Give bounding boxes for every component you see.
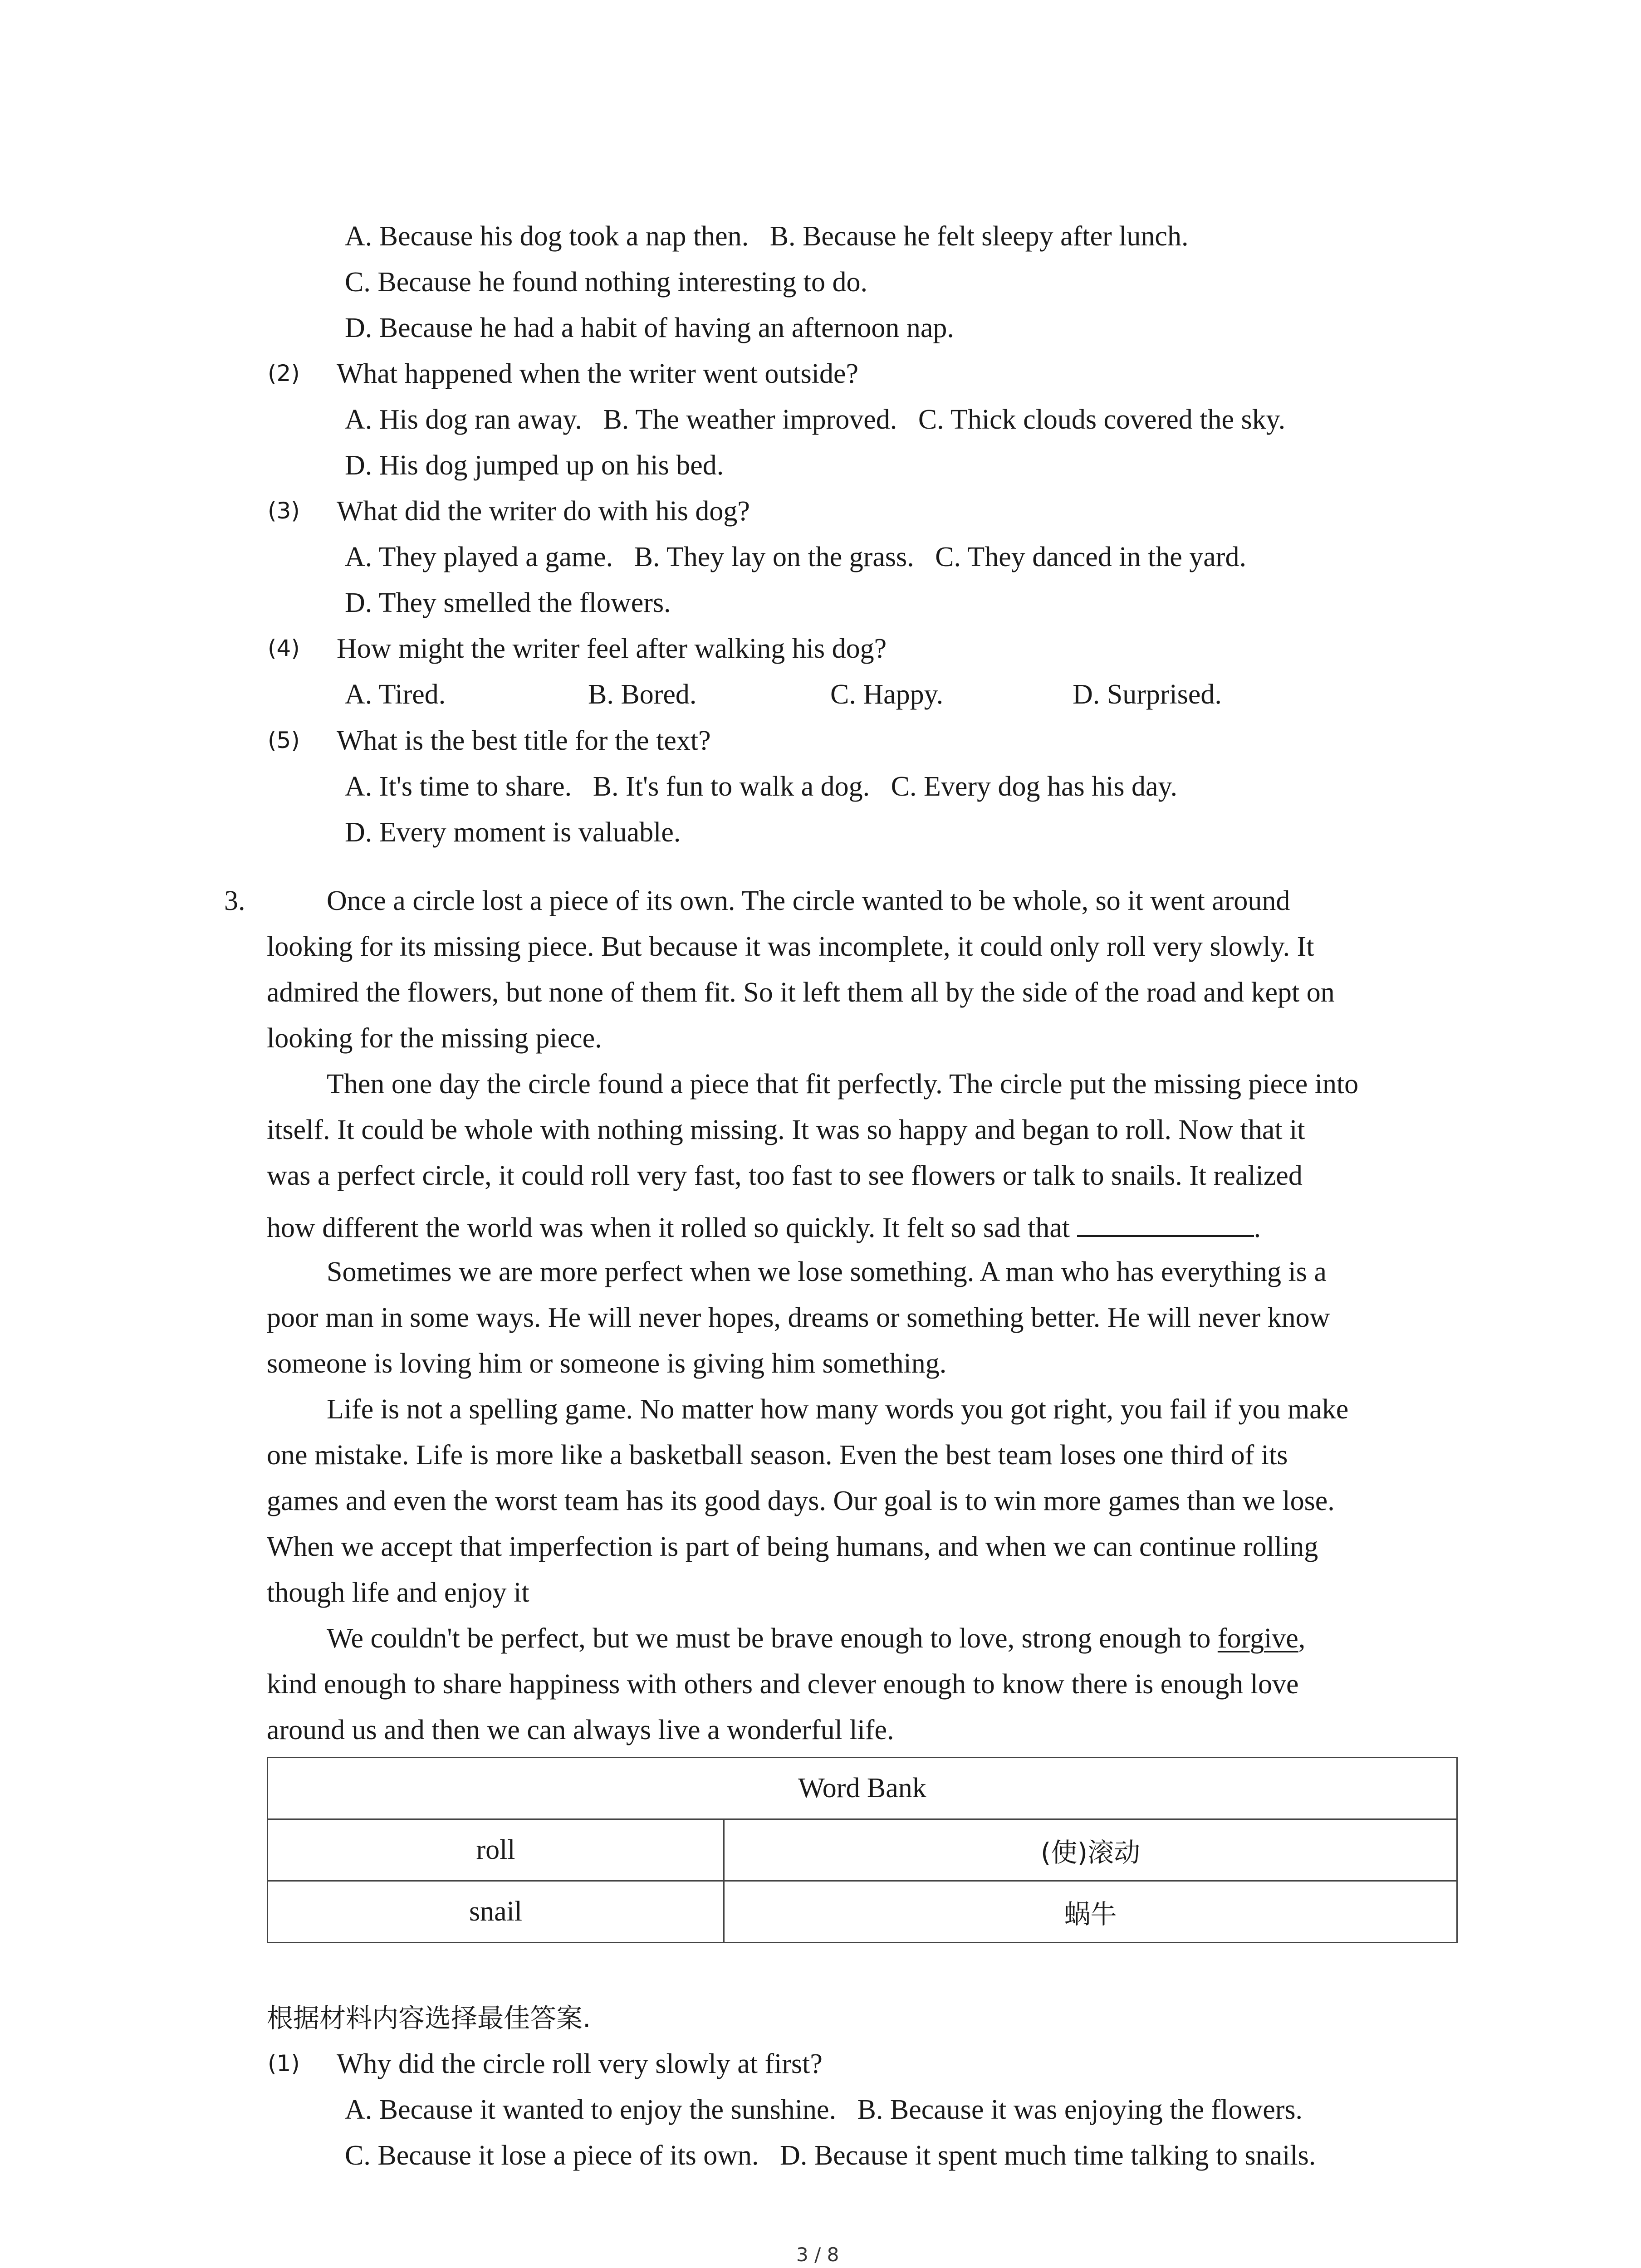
question-number: (3) [268,498,300,524]
passage-line: Then one day the circle found a piece that fit perfectly. The circle put the missing piece into [327,1069,1359,1100]
passage-line: When we accept that imperfection is part of being humans, and when we can continue rolling [267,1531,1318,1562]
answer-blank[interactable] [1077,1212,1254,1237]
q1-options-line1 [345,222,1188,250]
question-stem: What did the writer do with his dog? [337,496,750,527]
word-bank-meaning: (使)滚动 [724,1819,1457,1881]
passage-line: how different the world was when it rolled so quickly. It felt so sad that [267,1212,1070,1243]
word-bank-word: snail [268,1881,724,1943]
question-stem: Why did the circle roll very slowly at first? [337,2048,823,2079]
option-c: C. They danced in the yard. [935,542,1246,572]
options-line [345,2096,1303,2124]
passage-line: itself. It could be whole with nothing missing. It was so happy and began to roll. Now that it [267,1114,1305,1145]
question-number: (4) [268,635,300,661]
option-c: C. Thick clouds covered the sky. [918,404,1286,435]
option-c: C. Happy. [830,679,944,710]
passage-line: looking for the missing piece. [267,1023,602,1054]
option-c: C. Every dog has his day. [891,771,1178,802]
options-line [345,2141,1316,2170]
word-bank-table [267,1757,1458,1943]
question-number: (1) [268,2050,300,2077]
word-bank-title: Word Bank [268,1758,1457,1819]
option-b: B. They lay on the grass. [634,542,914,572]
option-b: B. Because he felt sleepy after lunch. [769,221,1189,252]
option-c: C. Because it lose a piece of its own. [345,2140,759,2171]
option-d: D. Because it spent much time talking to snails. [780,2140,1316,2171]
instruction-text: 根据材料内容选择最佳答案. [267,2003,591,2033]
option-b: B. The weather improved. [603,404,897,435]
passage-line-with-blank [267,1212,1261,1242]
passage-line: though life and enjoy it [267,1577,529,1608]
question-stem: How might the writer feel after walking his dog? [337,633,887,664]
option-d: D. Surprised. [1073,679,1222,710]
question-number: (5) [268,727,300,753]
option-a: A. They played a game. [345,542,613,572]
option-d: D. Because he had a habit of having an afternoon nap. [345,313,954,343]
option-a: A. His dog ran away. [345,404,582,435]
passage-line: was a perfect circle, it could roll very fast, too fast to see flowers or talk to snails. It realized [267,1160,1303,1191]
question-stem: What happened when the writer went outside? [337,358,859,389]
passage-line: games and even the worst team has its good days. Our goal is to win more games than we lose. [267,1486,1335,1516]
passage-line: poor man in some ways. He will never hopes, dreams or something better. He will never know [267,1302,1330,1333]
question-number: (2) [268,360,300,386]
word-bank-header-row [268,1758,1457,1819]
passage-line-with-underline [327,1624,1305,1652]
option-b: B. Bored. [588,679,697,710]
options-line [345,772,1177,801]
option-d: D. His dog jumped up on his bed. [345,450,724,481]
option-b: B. Because it was enjoying the flowers. [857,2094,1303,2125]
word-bank-word: roll [268,1819,724,1881]
page-number: 3 / 8 [796,2244,839,2266]
blank-period: . [1254,1212,1261,1243]
passage-line: around us and then we can always live a wonderful life. [267,1715,894,1745]
option-a: A. Because his dog took a nap then. [345,221,749,252]
option-d: D. They smelled the flowers. [345,587,671,618]
option-b: B. It's fun to walk a dog. [593,771,870,802]
option-a: A. It's time to share. [345,771,572,802]
options-line [345,406,1285,434]
options-line [345,543,1246,571]
word-bank-meaning: 蜗牛 [724,1881,1457,1943]
passage-line: one mistake. Life is more like a basketball season. Even the best team loses one third of its [267,1440,1288,1471]
passage-number: 3. [224,885,245,916]
passage-line: someone is loving him or someone is giving him something. [267,1348,947,1379]
option-d: D. Every moment is valuable. [345,817,681,848]
question-stem: What is the best title for the text? [337,725,711,756]
word-bank-row [268,1881,1457,1943]
passage-line: kind enough to share happiness with others and clever enough to know there is enough love [267,1669,1299,1700]
passage-line: looking for its missing piece. But because it was incomplete, it could only roll very slowly. It [267,931,1314,962]
passage-line: Life is not a spelling game. No matter how many words you got right, you fail if you make [327,1394,1349,1425]
option-a: A. Because it wanted to enjoy the sunshine. [345,2094,837,2125]
word-bank-row [268,1819,1457,1881]
passage-line: admired the flowers, but none of them fit. So it left them all by the side of the road and kept on [267,977,1335,1008]
passage-line: Sometimes we are more perfect when we lose something. A man who has everything is a [327,1256,1327,1287]
option-a: A. Tired. [345,679,446,710]
comma: , [1298,1623,1306,1654]
underlined-word: forgive [1217,1623,1298,1654]
option-c: C. Because he found nothing interesting to do. [345,267,867,298]
passage-line: Once a circle lost a piece of its own. The circle wanted to be whole, so it went around [327,885,1290,916]
passage-line: We couldn't be perfect, but we must be brave enough to love, strong enough to [327,1623,1211,1654]
